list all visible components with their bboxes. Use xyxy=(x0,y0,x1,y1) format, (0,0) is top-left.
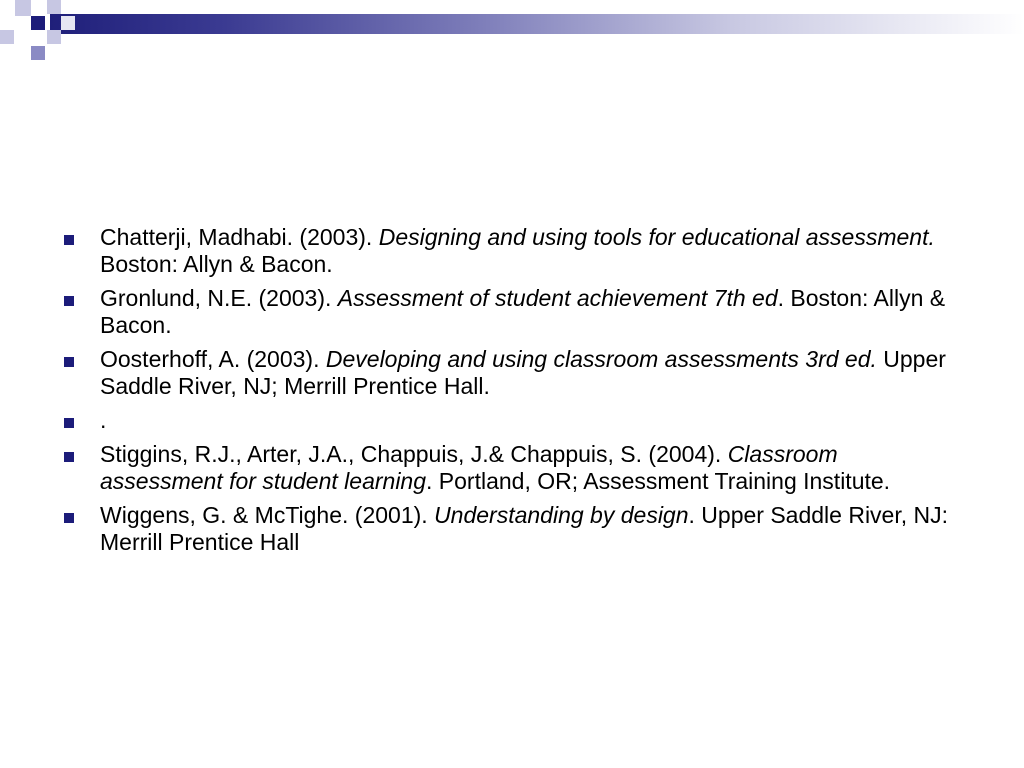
square-bullet-icon xyxy=(64,452,74,462)
decorative-square-icon xyxy=(31,16,45,30)
reference-title: Assessment of student achievement 7th ed xyxy=(337,285,778,311)
reference-item xyxy=(62,407,962,434)
decorative-square-icon xyxy=(61,16,75,30)
reference-authors: Oosterhoff, A. (2003). xyxy=(100,346,326,372)
reference-list xyxy=(62,224,962,563)
reference-item xyxy=(62,441,962,495)
decorative-square-icon xyxy=(15,0,31,16)
reference-authors: . xyxy=(100,407,107,433)
reference-publisher: . Portland, OR; Assessment Training Institute. xyxy=(426,468,891,494)
reference-item xyxy=(62,502,962,556)
square-bullet-icon xyxy=(64,235,74,245)
square-bullet-icon xyxy=(64,513,74,523)
decorative-square-icon xyxy=(0,30,14,44)
square-bullet-icon xyxy=(64,296,74,306)
square-bullet-icon xyxy=(64,418,74,428)
reference-publisher: Upper Saddle River, NJ; Merrill Prentice Hall. xyxy=(100,346,946,399)
reference-publisher: . Upper Saddle River, NJ: Merrill Prentice Hall xyxy=(100,502,949,555)
reference-title: Designing and using tools for educational assessment. xyxy=(378,224,935,250)
reference-authors: Wiggens, G. & McTighe. (2001). xyxy=(100,502,435,528)
reference-authors: Stiggins, R.J., Arter, J.A., Chappuis, J.& Chappuis, S. (2004). xyxy=(100,441,728,467)
reference-publisher: Boston: Allyn & Bacon. xyxy=(100,251,333,277)
reference-title: Classroom assessment for student learning xyxy=(100,441,838,494)
reference-item xyxy=(62,224,962,278)
reference-title: Understanding by design xyxy=(434,502,689,528)
reference-title: Developing and using classroom assessments 3rd ed. xyxy=(325,346,877,372)
reference-authors: Chatterji, Madhabi. (2003). xyxy=(100,224,379,250)
decorative-square-icon xyxy=(47,0,61,14)
reference-authors: Gronlund, N.E. (2003). xyxy=(100,285,338,311)
reference-publisher: . Boston: Allyn & Bacon. xyxy=(100,285,946,338)
reference-item xyxy=(62,285,962,339)
square-bullet-icon xyxy=(64,357,74,367)
decorative-square-icon xyxy=(47,30,61,44)
reference-item xyxy=(62,346,962,400)
header-gradient-bar xyxy=(50,14,1024,34)
decorative-square-icon xyxy=(31,46,45,60)
